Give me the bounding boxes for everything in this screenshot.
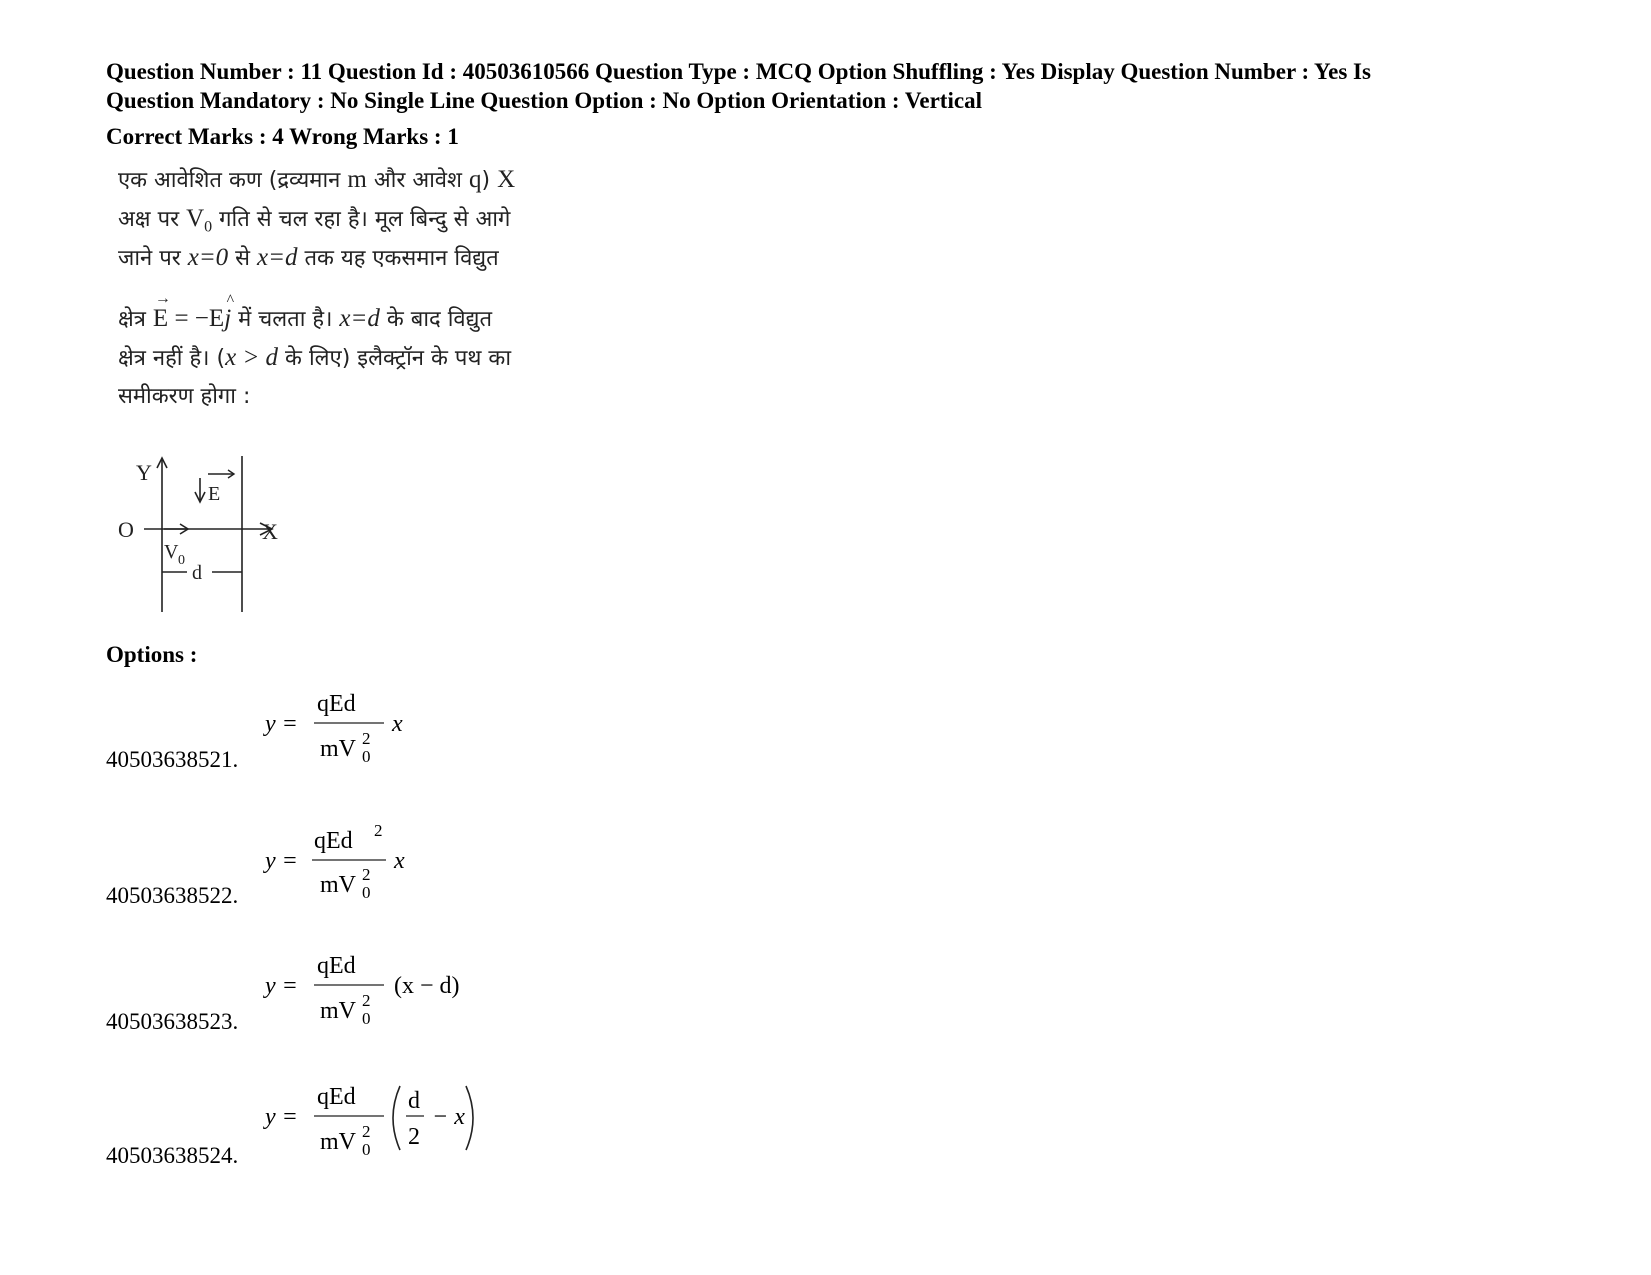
- svg-text:0: 0: [362, 1140, 371, 1159]
- option-2-id[interactable]: 40503638522.: [106, 883, 239, 908]
- svg-text:d: d: [408, 1088, 420, 1114]
- svg-text:0: 0: [362, 1009, 371, 1028]
- option-1-formula: [260, 686, 420, 766]
- svg-text:− x: − x: [432, 1104, 465, 1130]
- diagram-label-x: X: [262, 519, 278, 544]
- option-1-id[interactable]: 40503638521.: [106, 747, 239, 772]
- svg-text:2: 2: [374, 821, 383, 840]
- svg-text:qEd: qEd: [317, 1084, 356, 1110]
- svg-text:y =: y =: [265, 848, 298, 874]
- svg-text:x: x: [394, 848, 405, 874]
- svg-text:0: 0: [362, 883, 371, 902]
- svg-text:2: 2: [362, 1122, 371, 1141]
- svg-text:mV: mV: [320, 1129, 356, 1155]
- svg-text:mV: mV: [320, 736, 356, 762]
- svg-text:y =: y =: [265, 711, 298, 737]
- question-text: [118, 160, 618, 416]
- diagram-label-d: d: [192, 562, 202, 584]
- question-line-4: क्षेत्र → E = −E ^ j में चलता है। x=d के बाद विद्युत: [118, 290, 493, 332]
- question-line-3: जाने पर x=0 से x=d तक यह एकसमान विद्युत: [118, 244, 499, 271]
- svg-text:y =: y =: [265, 973, 298, 999]
- option-3-formula: [260, 948, 500, 1028]
- diagram-label-y: Y: [136, 460, 152, 485]
- svg-text:0: 0: [362, 747, 371, 766]
- svg-text:mV: mV: [320, 872, 356, 898]
- option-4-id[interactable]: 40503638524.: [106, 1143, 239, 1168]
- option-4-formula: [260, 1078, 500, 1162]
- metadata-line-2: Question Mandatory : No Single Line Question Option : No Option Orientation : Vertical: [106, 88, 982, 113]
- question-metadata: [106, 57, 1566, 115]
- diagram-label-v: V: [164, 541, 179, 563]
- svg-text:2: 2: [408, 1124, 420, 1150]
- field-diagram: [112, 452, 292, 622]
- question-line-1: एक आवेशित कण (द्रव्यमान m और आवेश q) X: [118, 166, 516, 193]
- diagram-label-v-sub: 0: [178, 553, 185, 568]
- metadata-line-1: Question Number : 11 Question Id : 40503610566 Question Type : MCQ Option Shuffling : Yes Display Question Number : Yes Is: [106, 59, 1371, 84]
- svg-text:y =: y =: [265, 1104, 298, 1130]
- question-line-5: क्षेत्र नहीं है। (x > d के लिए) इलैक्ट्रॉन के पथ का: [118, 344, 512, 371]
- option-2-formula: [260, 820, 430, 904]
- svg-text:2: 2: [362, 991, 371, 1010]
- diagram-label-o: O: [118, 517, 134, 542]
- diagram-label-e: E: [208, 483, 221, 505]
- marks-info: Correct Marks : 4 Wrong Marks : 1: [106, 124, 459, 149]
- svg-text:qEd: qEd: [317, 953, 356, 979]
- question-line-6: समीकरण होगा :: [118, 384, 251, 409]
- option-3-id[interactable]: 40503638523.: [106, 1009, 239, 1034]
- svg-text:qEd: qEd: [317, 691, 356, 717]
- svg-text:x: x: [392, 711, 403, 737]
- svg-text:2: 2: [362, 865, 371, 884]
- options-label: Options :: [106, 642, 198, 667]
- svg-text:2: 2: [362, 729, 371, 748]
- svg-text:qEd: qEd: [314, 828, 353, 854]
- svg-text:mV: mV: [320, 998, 356, 1024]
- svg-text:(x − d): (x − d): [394, 973, 460, 999]
- question-line-2: अक्ष पर $V_0$ गति से चल रहा है। मूल बिन्दु से आगे: [118, 205, 511, 236]
